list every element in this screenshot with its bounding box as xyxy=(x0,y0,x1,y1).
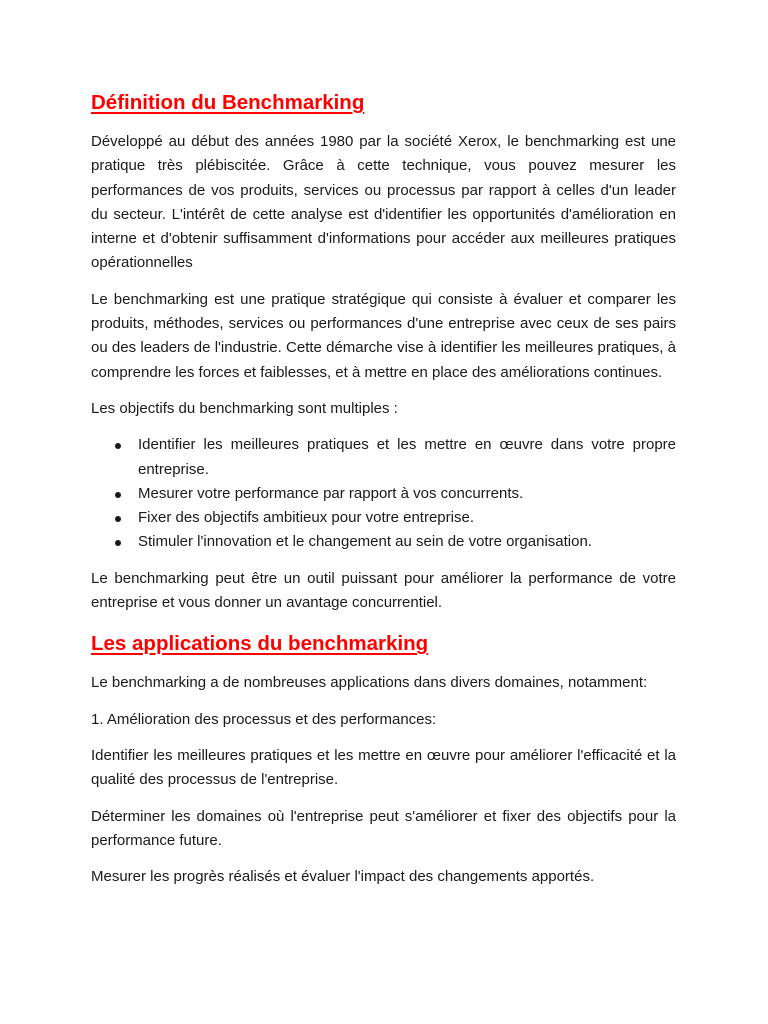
paragraph-identify: Identifier les meilleures pratiques et les mettre en œuvre pour améliorer l'efficacité et la qualité des processus de l'entreprise. xyxy=(91,746,676,789)
list-item-text: Stimuler l'innovation et le changement au sein de votre organisation. xyxy=(138,533,592,551)
paragraph-determine: Déterminer les domaines où l'entreprise peut s'améliorer et fixer des objectifs pour la performance future. xyxy=(91,807,676,849)
paragraph-objectives-intro: Les objectifs du benchmarking sont multiples : xyxy=(91,399,398,417)
section-heading-applications: Les applications du benchmarking xyxy=(91,632,429,656)
list-item xyxy=(138,506,676,530)
list-item xyxy=(138,530,676,554)
section-heading-definition: Définition du Benchmarking xyxy=(91,91,365,114)
paragraph-numbered-item: 1. Amélioration des processus et des performances: xyxy=(91,710,437,728)
bullet-icon xyxy=(115,540,121,546)
bullet-icon xyxy=(115,492,121,498)
list-item xyxy=(138,482,676,506)
bullet-icon xyxy=(115,516,121,522)
objectives-list xyxy=(91,433,676,554)
paragraph-measure: Mesurer les progrès réalisés et évaluer l'impact des changements apportés. xyxy=(91,868,595,886)
list-item-text: Identifier les meilleures pratiques et les mettre en œuvre dans votre propre entreprise. xyxy=(138,436,676,478)
paragraph-definition: Le benchmarking est une pratique stratégique qui consiste à évaluer et comparer les produits, méthodes, services ou performances d'une entreprise avec ceux de ses pairs ou des leaders de l'industrie. Cette démarche vise à identifier les meilleures pratiques, à comprendre les forces et faiblesses, et à mettre en place des améliorations continues. xyxy=(91,290,676,381)
list-item-text: Mesurer votre performance par rapport à vos concurrents. xyxy=(138,484,524,502)
bullet-icon xyxy=(115,443,121,449)
paragraph-applications-intro: Le benchmarking a de nombreuses applications dans divers domaines, notamment: xyxy=(91,674,648,692)
paragraph-intro: Développé au début des années 1980 par la société Xerox, le benchmarking est une pratique très plébiscitée. Grâce à cette technique, vous pouvez mesurer les performances de vos produits, services ou processus par rapport à celles d'un leader du secteur. L'intérêt de cette analyse est d'identifier les opportunités d'amélioration en interne et d'obtenir suffisamment d'informations pour accéder aux meilleures pratiques opérationnelles xyxy=(91,133,676,272)
list-item-text: Fixer des objectifs ambitieux pour votre entreprise. xyxy=(138,509,474,527)
list-item xyxy=(138,433,676,482)
paragraph-closing: Le benchmarking peut être un outil puissant pour améliorer la performance de votre entreprise et vous donner un avantage concurrentiel. xyxy=(91,569,676,612)
